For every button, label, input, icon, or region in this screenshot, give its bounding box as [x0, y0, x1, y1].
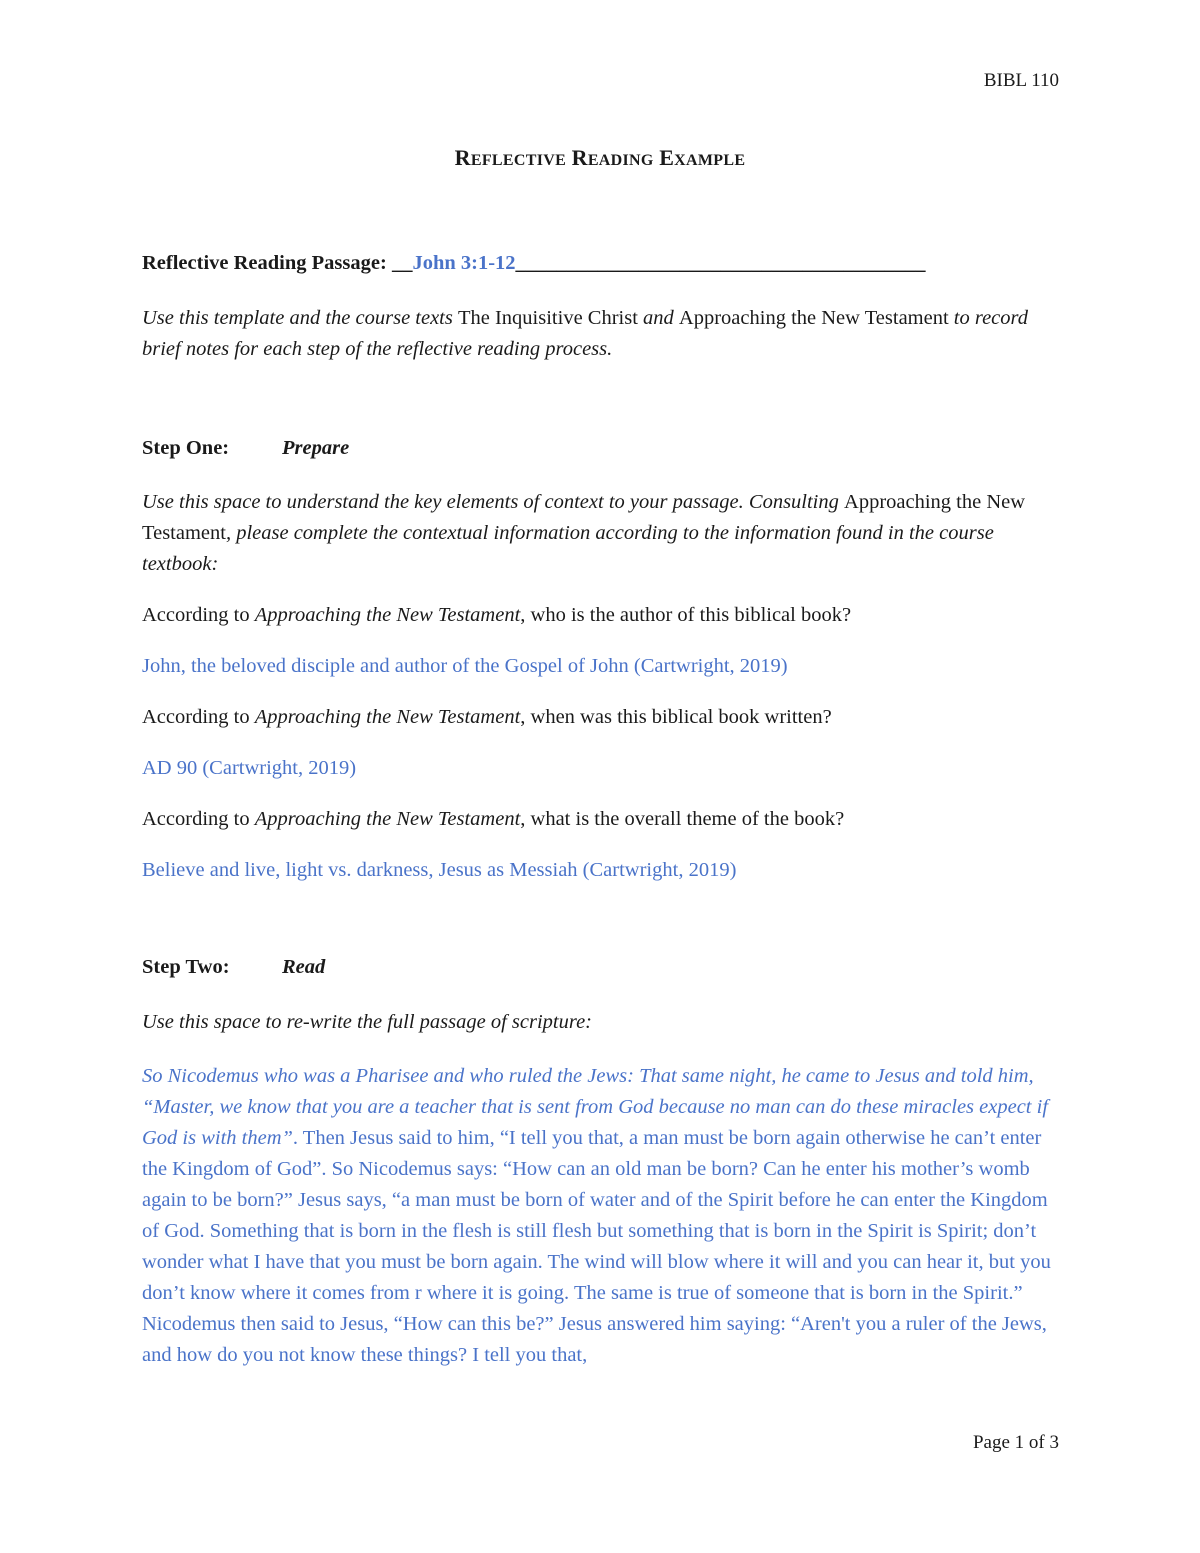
scripture-passage — [142, 1061, 1062, 1371]
passage-blank: ________________________________________ — [515, 252, 926, 274]
course-code-header: BIBL 110 — [983, 70, 1059, 91]
instruction-text: Use this space to re-write the full passage of scripture: — [142, 1011, 592, 1033]
step-two-heading — [142, 956, 326, 979]
step-one-heading — [142, 437, 350, 460]
step-two-instructions — [142, 1007, 1062, 1038]
intro-paragraph — [142, 303, 1062, 365]
intro-text: Use this template and the course texts — [142, 307, 458, 329]
instruction-text: Use this space to understand the key elements of context to your passage. Consulting — [142, 491, 845, 513]
question-author — [142, 600, 1062, 631]
question-suffix: , what is the overall theme of the book? — [520, 808, 845, 830]
question-suffix: , who is the author of this biblical book? — [520, 604, 852, 626]
scripture-plain: . Then Jesus said to him, “I tell you that, a man must be born again otherwise he can’t enter the Kingdom of God”. So Nicodemus says: “How can an old man be born? Can he enter his mother’s womb again to be born?” Jesus says, “a man must be born of water and of the Spirit before he can enter the Kingdom of God. Something that is born in the flesh is still flesh but something that is born in the Spirit is Spirit; don’t wonder what I have that you must be born again. The wind will blow where it will and you can hear it, but you don’t know where it comes from r where it is going. The same is true of someone that is born in the Spirit.” Nicodemus then said to Jesus, “How can this be?” Jesus answered him saying: “Aren't you a ruler of the Jews, and how do you not know these things? I tell you that, — [142, 1127, 1051, 1366]
passage-label: Reflective Reading Passage: — [142, 252, 387, 274]
title-rest: XAMPLE — [674, 152, 746, 169]
step-name: Prepare — [282, 437, 350, 459]
question-prefix: According to — [142, 808, 255, 830]
title-rest: EFLECTIVE — [470, 152, 567, 169]
step-label: Step One: — [142, 437, 230, 459]
page-number: Page 1 of 3 — [972, 1432, 1059, 1453]
book-title: The Inquisitive Christ — [457, 307, 638, 329]
intro-text: to record brief notes for each step of the reflective reading process. — [142, 307, 1028, 360]
title-cap: E — [659, 145, 675, 170]
passage-field — [142, 252, 926, 275]
question-suffix: , when was this biblical book written? — [520, 706, 832, 728]
title-cap: R — [571, 145, 588, 170]
page-title — [0, 145, 1200, 171]
step-one-instructions — [142, 487, 1062, 580]
book-title: Approaching the New Testament — [142, 491, 1026, 544]
question-prefix: According to — [142, 706, 255, 728]
step-name: Read — [282, 956, 326, 978]
answer-theme: Believe and live, light vs. darkness, Jesus as Messiah (Cartwright, 2019) — [142, 859, 737, 881]
question-theme — [142, 804, 1062, 835]
answer-author: John, the beloved disciple and author of the Gospel of John (Cartwright, 2019) — [142, 655, 788, 677]
title-cap: R — [454, 145, 471, 170]
passage-value: John 3:1-12 — [412, 252, 516, 274]
book-title: Approaching the New Testament — [254, 808, 521, 830]
intro-text: and — [637, 307, 679, 329]
step-label: Step Two: — [142, 956, 230, 978]
scripture-italic: So Nicodemus who was a Pharisee and who ruled the Jews: That same night, he came to Jesus and told him, “Master, we know that you are a teacher that is sent from God because no man can do these miracles expect if God is with them” — [142, 1065, 1049, 1149]
book-title: Approaching the New Testament — [678, 307, 949, 329]
question-date — [142, 702, 1062, 733]
question-prefix: According to — [142, 604, 255, 626]
answer-date: AD 90 (Cartwright, 2019) — [142, 757, 357, 779]
passage-blank: __ — [391, 252, 413, 274]
book-title: Approaching the New Testament — [254, 706, 521, 728]
title-rest: EADING — [587, 152, 654, 169]
instruction-text: , please complete the contextual information according to the information found in the course textbook: — [142, 522, 994, 575]
book-title: Approaching the New Testament — [254, 604, 521, 626]
